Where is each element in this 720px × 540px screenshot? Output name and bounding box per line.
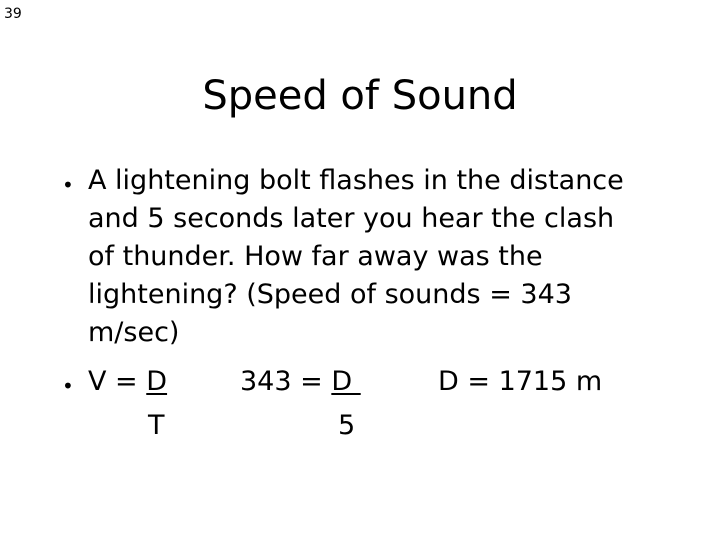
formula-d-numerator: D: [146, 366, 168, 397]
formula-343: [240, 365, 361, 399]
question-line: A lightening bolt flashes in the distance: [88, 165, 624, 196]
question-line: and 5 seconds later you hear the clash: [88, 203, 615, 234]
question-line: of thunder. How far away was the: [88, 241, 543, 272]
formula-v-eq: V =: [88, 366, 147, 397]
question-line: m/sec): [88, 317, 180, 348]
formula-343-eq: 343 =: [240, 366, 332, 397]
slide-title: Speed of Sound: [202, 73, 518, 119]
question-line: lightening? (Speed of sounds = 343: [88, 279, 572, 310]
bullet-marker: •: [62, 173, 74, 197]
formula-5-denominator: 5: [338, 410, 356, 441]
formula-answer: D = 1715 m: [438, 366, 603, 397]
formula-v-label: [88, 365, 167, 399]
bullet-marker: •: [62, 374, 74, 398]
formula-d-numerator-2: D: [331, 366, 361, 397]
slide-number: 39: [4, 6, 22, 22]
formula-t-denominator: T: [148, 410, 165, 441]
